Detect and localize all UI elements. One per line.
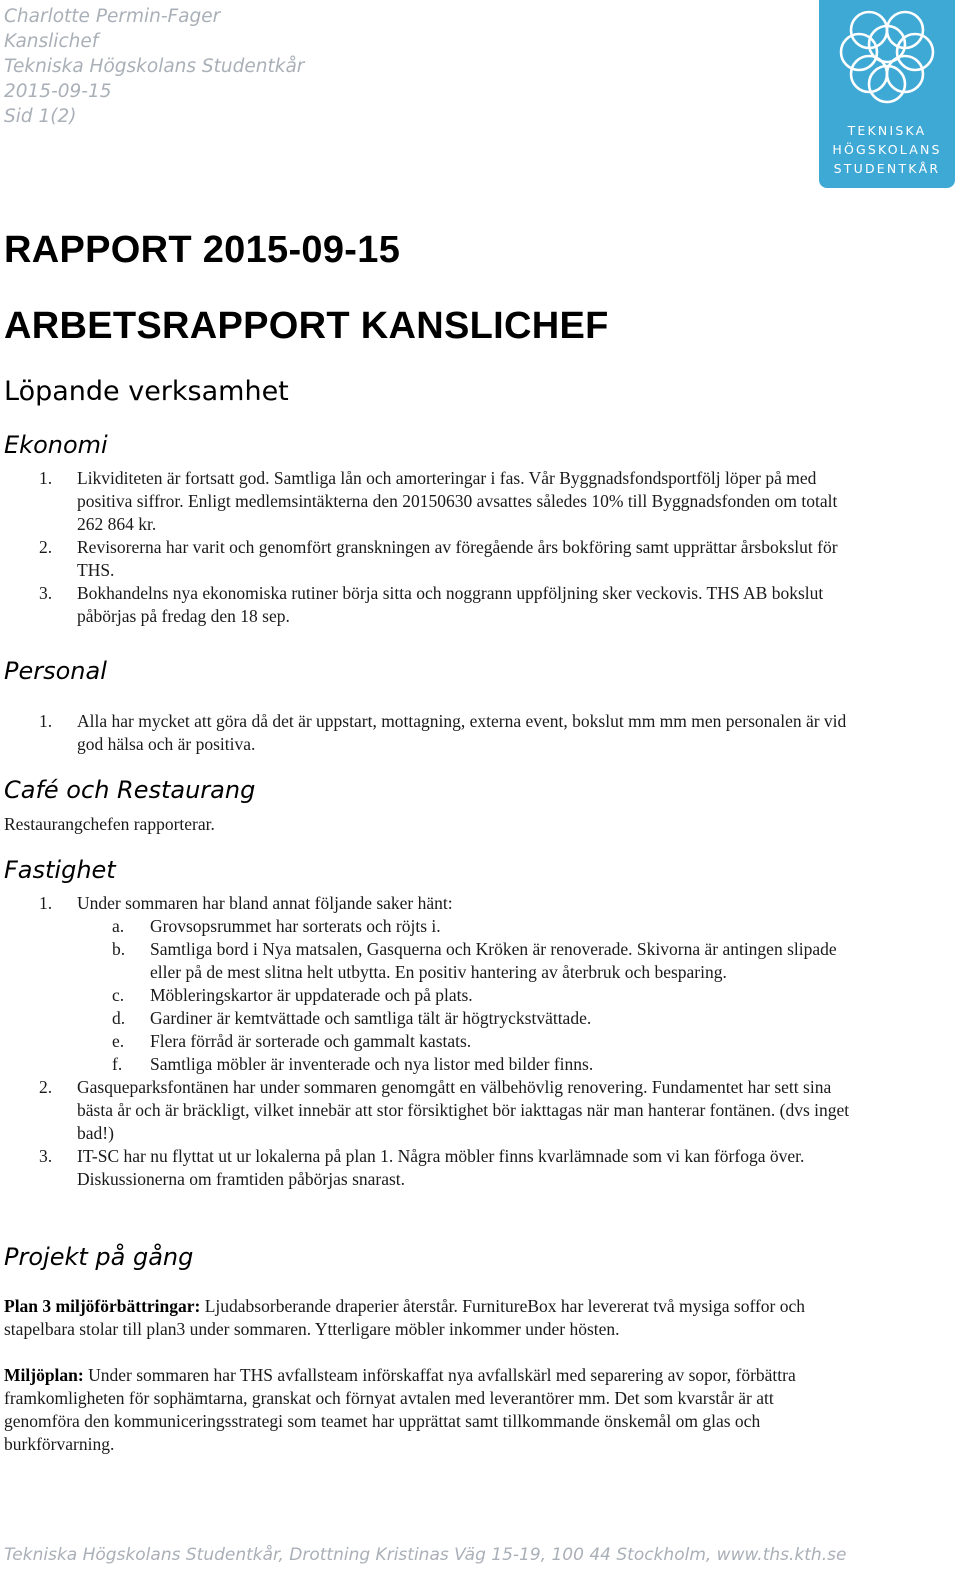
section-heading-lopande: Löpande verksamhet (4, 376, 289, 407)
cafe-text: Restaurangchefen rapporterar. (4, 814, 215, 834)
author-name: Charlotte Permin-Fager (4, 6, 221, 27)
sub-list-item: b. Samtliga bord i Nya matsalen, Gasquerna och Kröken är renoverade. Skivorna är antingen slipade eller på de mest slitna helt utbytta. En positiv hantering av återbruk och besparing. (112, 939, 837, 982)
logo-wordmark: TEKNISKA HÖGSKOLANS STUDENTKÅR (832, 123, 942, 176)
projekt-label-miljoplan: Miljöplan: (4, 1365, 84, 1385)
section-heading-cafe: Café och Restaurang (4, 776, 256, 804)
section-heading-personal: Personal (4, 657, 107, 685)
fastighet-list (0, 892, 860, 1191)
document-header (4, 4, 304, 129)
page-number: Sid 1(2) (4, 106, 77, 127)
sub-list-item: d. Gardiner är kemtvättade och samtliga tält är högtryckstvättade. (112, 1008, 592, 1028)
organization-name: Tekniska Högskolans Studentkår (4, 56, 305, 77)
list-item: 3. Bokhandelns nya ekonomiska rutiner börja sitta och noggrann uppföljning sker veckovis. THS AB bokslut påbörjas på fredag den 18 sep. (39, 583, 824, 626)
sub-list-item: a. Grovsopsrummet har sorterats och röjts i. (112, 916, 441, 936)
sub-list-item: e. Flera förråd är sorterade och gammalt kastats. (112, 1031, 472, 1051)
document-date: 2015-09-15 (4, 81, 112, 102)
arbetsrapport-title: ARBETSRAPPORT KANSLICHEF (4, 305, 609, 347)
ekonomi-list (0, 467, 860, 628)
rings-emblem-icon (819, 0, 955, 120)
personal-list (0, 710, 860, 756)
list-item: 3. IT-SC har nu flyttat ut ur lokalerna på plan 1. Några möbler finns kvarlämnade som vi kan förfoga över. Diskussionerna om framtiden påbörjas snarast. (39, 1146, 805, 1189)
section-heading-ekonomi: Ekonomi (4, 431, 108, 459)
projekt-paragraph-miljoplan: Miljöplan: Under sommaren har THS avfallsteam införskaffat nya avfallskärl med separering av sopor, förbättra framkomligheten för sophämtarna, granskat och förnyat avtalen med leverantörer mm. Det som kvarstår är att genomföra den kommuniceringsstrategi som teamet har upprättat samt tillkommande önskemål om glas och burkförvarning. (4, 1365, 796, 1454)
author-role: Kanslichef (4, 31, 99, 52)
list-item: 2. Revisorerna har varit och genomfört granskningen av föregående års bokföring samt upprättar årsbokslut för THS. (39, 537, 838, 580)
list-item: 1. Likviditeten är fortsatt god. Samtliga lån och amorteringar i fas. Vår Byggnadsfondsportfölj löper på med positiva siffror. Enligt medlemsintäkterna den 20150630 avsattes således 10% till Byggnadsfonden om totalt 262 864 kr. (39, 468, 838, 534)
projekt-label-plan3: Plan 3 miljöförbättringar: (4, 1296, 201, 1316)
list-item: 2. Gasqueparksfontänen har under sommaren genomgått en välbehövlig renovering. Fundamentet har sett sina bästa år och är bräckligt, vilket innebär att stor försiktighet bör iakttagas när man hanterar fontänen. (dvs inget bad!) (39, 1077, 850, 1143)
sub-list-item: c. Möbleringskartor är uppdaterade och på plats. (112, 985, 473, 1005)
ths-logo (819, 0, 955, 188)
report-title: RAPPORT 2015-09-15 (4, 229, 401, 271)
projekt-paragraph-plan3: Plan 3 miljöförbättringar: Ljudabsorberande draperier återstår. FurnitureBox har levererat två mysiga soffor och stapelbara stolar till plan3 under sommaren. Ytterligare möbler inkommer under hösten. (4, 1296, 806, 1339)
page-footer: Tekniska Högskolans Studentkår, Drottning Kristinas Väg 15-19, 100 44 Stockholm, www.ths.kth.se (4, 1545, 847, 1565)
list-item: 1. Alla har mycket att göra då det är uppstart, mottagning, externa event, bokslut mm mm men personalen är vid god hälsa och är positiva. (39, 711, 847, 754)
list-item: 1. Under sommaren har bland annat följande saker hänt: a. Grovsopsrummet har sorterats och röjts i. b. Samtliga bord i Nya matsalen, Gasquerna och Kröken är renoverade. Skivorna är antingen slipade eller på de mest slitna helt utbytta. En positiv hantering av återbruk och besparing. c. Möbleringskartor är uppdaterade och på plats. d. Gardiner är kemtvättade och samtliga tält är högtryckstvättade. e. Flera förråd är sorterade och gammalt kastats. f. Samtliga möbler är inventerade och nya listor med bilder finns. (0, 892, 860, 1076)
sub-list-item: f. Samtliga möbler är inventerade och nya listor med bilder finns. (112, 1054, 594, 1074)
section-heading-fastighet: Fastighet (4, 856, 116, 884)
section-heading-projekt: Projekt på gång (4, 1243, 194, 1271)
